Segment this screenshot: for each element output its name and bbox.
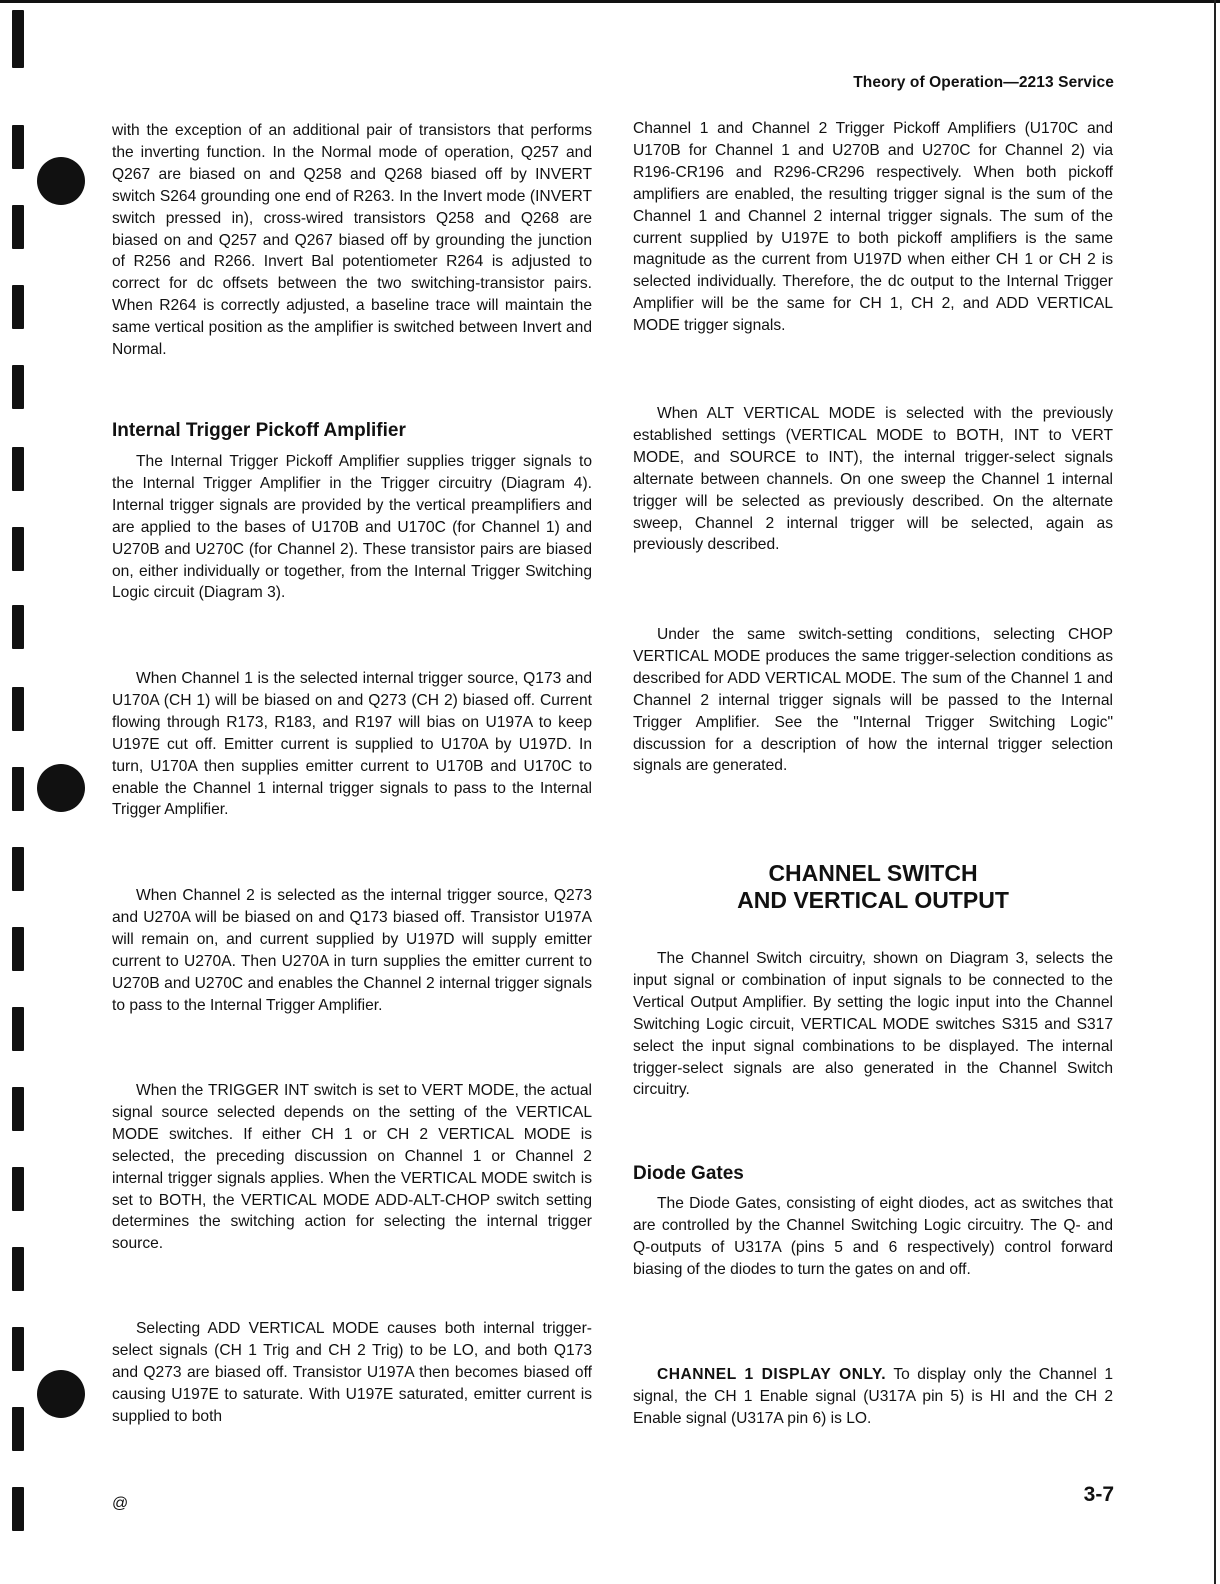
punch-hole [37,157,85,205]
binder-strip [12,125,24,169]
binder-strip [12,447,24,491]
section-title [633,860,1113,914]
paragraph-alt-mode: When ALT VERTICAL MODE is selected with the previously established settings (VERTICAL MODE to BOTH, INT to VERT MODE, and SOURCE to INT), the internal trigger-select signals alternate between channels. On one sweep the Channel 1 internal trigger will be selected as previously described. On the alternate sweep, Channel 2 internal trigger will be selected, again as previously described. [633,405,1113,554]
binder-strip [12,285,24,329]
paragraph-add-mode: Selecting ADD VERTICAL MODE causes both internal trigger-select signals (CH 1 Trig and CH 2 Trig) to be LO, and both Q173 and Q273 are biased off. Transistor U197A then becomes biased off causing U197E to saturate. With U197E saturated, emitter current is supplied to both [112,1320,592,1425]
binder-strip [12,205,24,249]
binder-strip [12,847,24,891]
binder-strip [12,1007,24,1051]
binder-strip [12,1087,24,1131]
binder-strip [12,927,24,971]
heading-pickoff-amplifier: Internal Trigger Pickoff Amplifier [112,420,406,441]
paragraph-pickoff: The Internal Trigger Pickoff Amplifier supplies trigger signals to the Internal Trigger Amplifier in the Trigger circuitry (Diagram 4). Internal trigger signals are provided by the vertical preamplifiers and are applied to the bases of U170B and U170C (for Channel 1) and U270B and U270C (for Channel 2). These transistor pairs are biased on, either individually or together, from the Internal Trigger Switching Logic circuit (Diagram 3). [112,453,592,602]
running-header: Theory of Operation—2213 Service [853,74,1114,91]
heading-diode-gates: Diode Gates [633,1163,744,1184]
paragraph-invert: with the exception of an additional pair of transistors that performs the inverting function. In the Normal mode of operation, Q257 and Q267 are biased on and Q258 and Q268 biased off by INVERT switch S264 grounding one end of R263. In the Invert mode (INVERT switch pressed in), cross-wired transistors Q258 and Q268 are biased on and Q257 and Q267 biased off by grounding the junction of R256 and R266. Invert Bal potentiometer R264 is adjusted to correct for dc offsets between the two switching-transistor pairs. When R264 is correctly adjusted, a baseline trace will maintain the same vertical position as the amplifier is switched between Invert and Normal. [112,122,592,359]
binder-strip [12,687,24,731]
binder-strip [12,1407,24,1451]
run-in-heading-ch1-display: CHANNEL 1 DISPLAY ONLY. [657,1366,887,1383]
ch1-display-text: To display only the Channel 1 signal, the CH 1 Enable signal (U317A pin 5) is HI and the CH 2 Enable signal (U317A pin 6) is LO. [633,1366,1113,1427]
paragraph-add-continued: Channel 1 and Channel 2 Trigger Pickoff Amplifiers (U170C and U170B for Channel 1 and U270B and U270C for Channel 2) via R196-CR196 and R296-CR296 respectively. When both pickoff amplifiers are enabled, the resulting trigger signal is the sum of the Channel 1 and Channel 2 internal trigger signals. The sum of the current supplied by U197E to both pickoff amplifiers is the same magnitude as the current from U197D when either CH 1 or CH 2 is selected individually. Therefore, the dc output to the Internal Trigger Amplifier will be the same for CH 1, CH 2, and ADD VERTICAL MODE trigger signals. [633,120,1113,335]
paragraph-ch1-display [633,1364,1113,1430]
binder-strip [12,1327,24,1371]
binder-strip [12,1247,24,1291]
section-title-line1: CHANNEL SWITCH [768,860,978,886]
section-title-line2: AND VERTICAL OUTPUT [737,887,1009,913]
paragraph-diode-gates: The Diode Gates, consisting of eight diodes, act as switches that are controlled by the Channel Switching Logic circuitry. The Q- and Q-outputs of U317A (pins 5 and 6 respectively) control forward biasing of the diodes to turn the gates on and off. [633,1195,1113,1278]
paragraph-vert-mode: When the TRIGGER INT switch is set to VERT MODE, the actual signal source selected depends on the setting of the VERTICAL MODE switches. If either CH 1 or CH 2 VERTICAL MODE is selected, the preceding discussion on Channel 1 or Channel 2 internal trigger signals applies. When the VERTICAL MODE switch is set to BOTH, the VERTICAL MODE ADD-ALT-CHOP switch setting determines the switching action for selecting the internal trigger source. [112,1082,592,1253]
binder-strip [12,10,24,68]
binder-strip [12,365,24,409]
page-right-edge [1214,0,1216,1584]
paragraph-channel1: When Channel 1 is the selected internal trigger source, Q173 and U170A (CH 1) will be biased on and Q273 (CH 2) biased off. Current flowing through R173, R183, and R197 will bias on U197A to keep U197E cut off. Emitter current is supplied to U170A by U197D. In turn, U170A then supplies emitter current to U170B and U170C to enable the Channel 1 internal trigger signals to pass to the Internal Trigger Amplifier. [112,670,592,819]
page-top-edge [0,0,1220,3]
binder-strip [12,1487,24,1531]
paragraph-chop-mode: Under the same switch-setting conditions, selecting CHOP VERTICAL MODE produces the same trigger-selection conditions as described for ADD VERTICAL MODE. The sum of the Channel 1 and Channel 2 internal trigger signals will be passed to the Internal Trigger Amplifier. See the "Internal Trigger Switching Logic" discussion for a description of how the internal trigger selection signals are generated. [633,626,1113,775]
binder-strip [12,1167,24,1211]
punch-hole [37,1370,85,1418]
binder-strip [12,605,24,649]
page-number: 3-7 [1083,1483,1114,1506]
binder-strip [12,527,24,571]
punch-hole [37,764,85,812]
paragraph-channel-switch: The Channel Switch circuitry, shown on Diagram 3, selects the input signal or combination of input signals to be connected to the Vertical Output Amplifier. By setting the logic input into the Channel Switching Logic circuit, VERTICAL MODE switches S315 and S317 select the input signal combinations to be displayed. The internal trigger-select signals are also generated in the Channel Switch circuitry. [633,950,1113,1099]
binder-strip [12,767,24,811]
paragraph-channel2: When Channel 2 is selected as the internal trigger source, Q273 and U270A will be biased on and Q173 biased off. Transistor U197A will remain on, and current supplied by U197D will supply emitter current to U270A. Then U270A in turn supplies the emitter current to U270B and U270C and enables the Channel 2 internal trigger signals to pass to the Internal Trigger Amplifier. [112,887,592,1014]
footer-mark: @ [112,1495,129,1512]
